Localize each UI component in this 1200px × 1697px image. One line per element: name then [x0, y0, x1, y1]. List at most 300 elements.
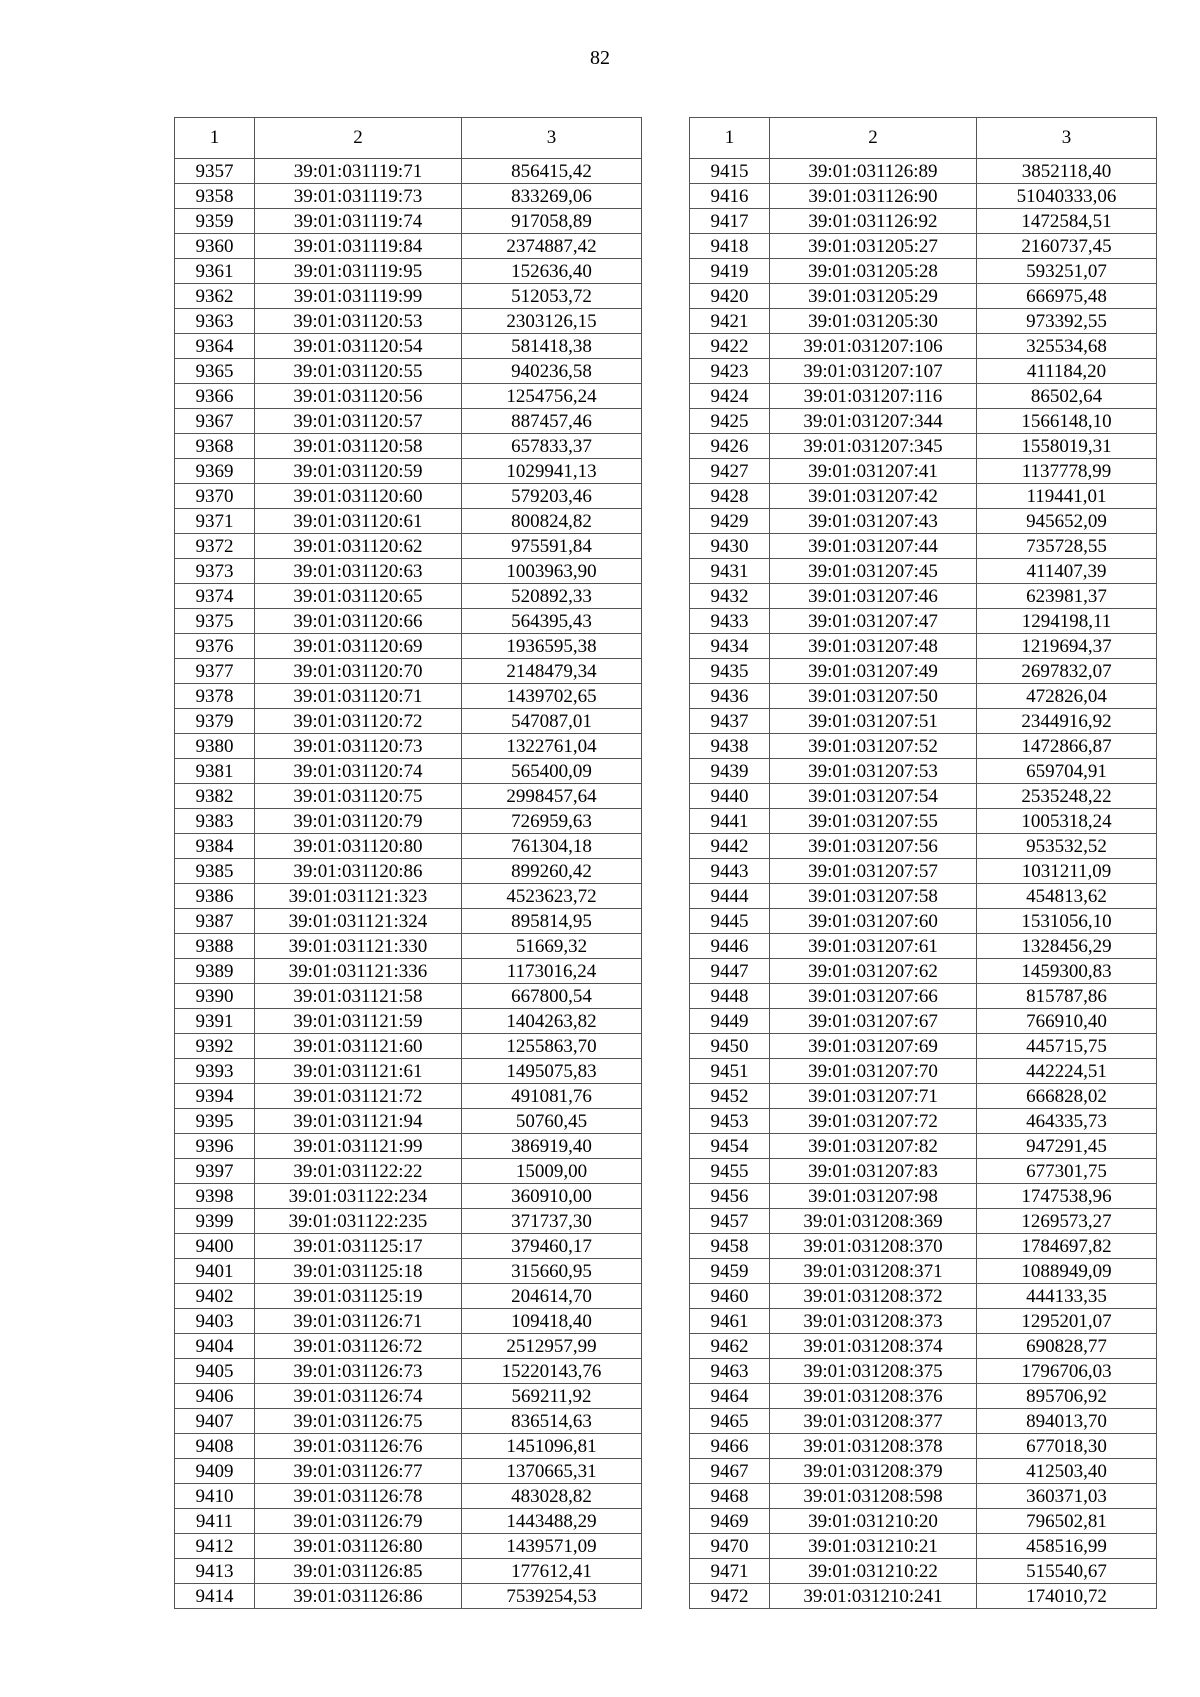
right-table-body: [690, 159, 1157, 1609]
row-number-cell: 9470: [690, 1534, 770, 1559]
row-number-cell: 9423: [690, 359, 770, 384]
value-cell: 666975,48: [977, 284, 1157, 309]
value-cell: 371737,30: [462, 1209, 642, 1234]
cadastral-number-cell: 39:01:031126:74: [255, 1384, 462, 1409]
cadastral-number-cell: 39:01:031207:48: [770, 634, 977, 659]
table-row: [175, 1409, 642, 1434]
value-cell: 565400,09: [462, 759, 642, 784]
row-number-cell: 9468: [690, 1484, 770, 1509]
table-row: [175, 409, 642, 434]
table-row: [690, 809, 1157, 834]
cadastral-number-cell: 39:01:031121:94: [255, 1109, 462, 1134]
table-row: [690, 1034, 1157, 1059]
cadastral-number-cell: 39:01:031121:336: [255, 959, 462, 984]
cadastral-number-cell: 39:01:031207:42: [770, 484, 977, 509]
cadastral-number-cell: 39:01:031120:70: [255, 659, 462, 684]
row-number-cell: 9460: [690, 1284, 770, 1309]
cadastral-number-cell: 39:01:031207:60: [770, 909, 977, 934]
cadastral-number-cell: 39:01:031120:79: [255, 809, 462, 834]
row-number-cell: 9390: [175, 984, 255, 1009]
cadastral-number-cell: 39:01:031120:65: [255, 584, 462, 609]
table-row: [175, 1059, 642, 1084]
value-cell: 472826,04: [977, 684, 1157, 709]
row-number-cell: 9366: [175, 384, 255, 409]
table-row: [175, 1534, 642, 1559]
row-number-cell: 9359: [175, 209, 255, 234]
row-number-cell: 9364: [175, 334, 255, 359]
table-row: [175, 884, 642, 909]
right-table: [689, 117, 1157, 1609]
value-cell: 2998457,64: [462, 784, 642, 809]
row-number-cell: 9381: [175, 759, 255, 784]
cadastral-number-cell: 39:01:031120:62: [255, 534, 462, 559]
value-cell: 623981,37: [977, 584, 1157, 609]
value-cell: 15220143,76: [462, 1359, 642, 1384]
cadastral-number-cell: 39:01:031208:378: [770, 1434, 977, 1459]
table-row: [175, 1084, 642, 1109]
cadastral-number-cell: 39:01:031126:89: [770, 159, 977, 184]
cadastral-number-cell: 39:01:031207:52: [770, 734, 977, 759]
row-number-cell: 9371: [175, 509, 255, 534]
value-cell: 1784697,82: [977, 1234, 1157, 1259]
table-row: [175, 309, 642, 334]
value-cell: 1747538,96: [977, 1184, 1157, 1209]
value-cell: 593251,07: [977, 259, 1157, 284]
table-row: [175, 1584, 642, 1609]
table-row: [175, 684, 642, 709]
cadastral-number-cell: 39:01:031121:324: [255, 909, 462, 934]
value-cell: 1295201,07: [977, 1309, 1157, 1334]
cadastral-number-cell: 39:01:031207:69: [770, 1034, 977, 1059]
cadastral-number-cell: 39:01:031120:53: [255, 309, 462, 334]
row-number-cell: 9458: [690, 1234, 770, 1259]
cadastral-number-cell: 39:01:031208:372: [770, 1284, 977, 1309]
table-row: [690, 1584, 1157, 1609]
value-cell: 564395,43: [462, 609, 642, 634]
table-row: [690, 659, 1157, 684]
table-row: [175, 434, 642, 459]
cadastral-number-cell: 39:01:031125:18: [255, 1259, 462, 1284]
cadastral-number-cell: 39:01:031126:71: [255, 1309, 462, 1334]
value-cell: 1029941,13: [462, 459, 642, 484]
cadastral-number-cell: 39:01:031207:61: [770, 934, 977, 959]
table-row: [690, 409, 1157, 434]
row-number-cell: 9400: [175, 1234, 255, 1259]
row-number-cell: 9403: [175, 1309, 255, 1334]
table-row: [690, 584, 1157, 609]
value-cell: 899260,42: [462, 859, 642, 884]
table-row: [175, 809, 642, 834]
row-number-cell: 9360: [175, 234, 255, 259]
table-row: [690, 459, 1157, 484]
row-number-cell: 9425: [690, 409, 770, 434]
cadastral-number-cell: 39:01:031126:78: [255, 1484, 462, 1509]
cadastral-number-cell: 39:01:031121:58: [255, 984, 462, 1009]
cadastral-number-cell: 39:01:031207:55: [770, 809, 977, 834]
row-number-cell: 9408: [175, 1434, 255, 1459]
table-row: [175, 209, 642, 234]
row-number-cell: 9445: [690, 909, 770, 934]
cadastral-number-cell: 39:01:031207:106: [770, 334, 977, 359]
row-number-cell: 9430: [690, 534, 770, 559]
table-row: [690, 734, 1157, 759]
row-number-cell: 9375: [175, 609, 255, 634]
cadastral-number-cell: 39:01:031125:19: [255, 1284, 462, 1309]
cadastral-number-cell: 39:01:031207:43: [770, 509, 977, 534]
row-number-cell: 9386: [175, 884, 255, 909]
row-number-cell: 9406: [175, 1384, 255, 1409]
cadastral-number-cell: 39:01:031208:371: [770, 1259, 977, 1284]
row-number-cell: 9447: [690, 959, 770, 984]
cadastral-number-cell: 39:01:031119:73: [255, 184, 462, 209]
value-cell: 947291,45: [977, 1134, 1157, 1159]
value-cell: 109418,40: [462, 1309, 642, 1334]
table-row: [690, 484, 1157, 509]
table-row: [690, 1384, 1157, 1409]
row-number-cell: 9419: [690, 259, 770, 284]
table-row: [175, 859, 642, 884]
table-row: [175, 1484, 642, 1509]
table-row: [690, 1184, 1157, 1209]
row-number-cell: 9389: [175, 959, 255, 984]
table-row: [175, 234, 642, 259]
cadastral-number-cell: 39:01:031122:234: [255, 1184, 462, 1209]
cadastral-number-cell: 39:01:031126:90: [770, 184, 977, 209]
value-cell: 2303126,15: [462, 309, 642, 334]
cadastral-number-cell: 39:01:031126:86: [255, 1584, 462, 1609]
cadastral-number-cell: 39:01:031207:345: [770, 434, 977, 459]
cadastral-number-cell: 39:01:031207:107: [770, 359, 977, 384]
row-number-cell: 9431: [690, 559, 770, 584]
table-row: [175, 1434, 642, 1459]
table-row: [690, 434, 1157, 459]
row-number-cell: 9374: [175, 584, 255, 609]
value-cell: 1566148,10: [977, 409, 1157, 434]
value-cell: 1451096,81: [462, 1434, 642, 1459]
value-cell: 657833,37: [462, 434, 642, 459]
table-row: [690, 259, 1157, 284]
table-row: [175, 1459, 642, 1484]
row-number-cell: 9361: [175, 259, 255, 284]
row-number-cell: 9412: [175, 1534, 255, 1559]
cadastral-number-cell: 39:01:031207:44: [770, 534, 977, 559]
table-row: [690, 234, 1157, 259]
table-row: [690, 1134, 1157, 1159]
cadastral-number-cell: 39:01:031120:71: [255, 684, 462, 709]
value-cell: 51669,32: [462, 934, 642, 959]
table-row: [175, 784, 642, 809]
row-number-cell: 9448: [690, 984, 770, 1009]
cadastral-number-cell: 39:01:031126:77: [255, 1459, 462, 1484]
value-cell: 515540,67: [977, 1559, 1157, 1584]
table-row: [175, 1109, 642, 1134]
cadastral-number-cell: 39:01:031208:369: [770, 1209, 977, 1234]
table-row: [690, 634, 1157, 659]
value-cell: 411184,20: [977, 359, 1157, 384]
table-row: [690, 309, 1157, 334]
row-number-cell: 9367: [175, 409, 255, 434]
value-cell: 581418,38: [462, 334, 642, 359]
page-number: 82: [590, 47, 610, 69]
row-number-cell: 9362: [175, 284, 255, 309]
value-cell: 50760,45: [462, 1109, 642, 1134]
cadastral-number-cell: 39:01:031120:60: [255, 484, 462, 509]
row-number-cell: 9411: [175, 1509, 255, 1534]
row-number-cell: 9378: [175, 684, 255, 709]
row-number-cell: 9384: [175, 834, 255, 859]
table-row: [175, 634, 642, 659]
value-cell: 444133,35: [977, 1284, 1157, 1309]
cadastral-number-cell: 39:01:031122:235: [255, 1209, 462, 1234]
cadastral-number-cell: 39:01:031122:22: [255, 1159, 462, 1184]
cadastral-number-cell: 39:01:031119:71: [255, 159, 462, 184]
value-cell: 360910,00: [462, 1184, 642, 1209]
cadastral-number-cell: 39:01:031120:72: [255, 709, 462, 734]
table-row: [175, 1234, 642, 1259]
value-cell: 856415,42: [462, 159, 642, 184]
cadastral-number-cell: 39:01:031207:56: [770, 834, 977, 859]
row-number-cell: 9439: [690, 759, 770, 784]
value-cell: 512053,72: [462, 284, 642, 309]
value-cell: 2344916,92: [977, 709, 1157, 734]
row-number-cell: 9453: [690, 1109, 770, 1134]
row-number-cell: 9413: [175, 1559, 255, 1584]
row-number-cell: 9365: [175, 359, 255, 384]
row-number-cell: 9418: [690, 234, 770, 259]
value-cell: 325534,68: [977, 334, 1157, 359]
table-row: [175, 1559, 642, 1584]
value-cell: 1404263,82: [462, 1009, 642, 1034]
value-cell: 2697832,07: [977, 659, 1157, 684]
row-number-cell: 9369: [175, 459, 255, 484]
column-header-3: 3: [977, 118, 1157, 159]
cadastral-number-cell: 39:01:031205:28: [770, 259, 977, 284]
cadastral-number-cell: 39:01:031126:92: [770, 209, 977, 234]
column-header-1: 1: [690, 118, 770, 159]
row-number-cell: 9466: [690, 1434, 770, 1459]
column-header-1: 1: [175, 118, 255, 159]
cadastral-number-cell: 39:01:031121:323: [255, 884, 462, 909]
row-number-cell: 9407: [175, 1409, 255, 1434]
row-number-cell: 9444: [690, 884, 770, 909]
table-row: [175, 1509, 642, 1534]
row-number-cell: 9394: [175, 1084, 255, 1109]
table-row: [690, 1234, 1157, 1259]
row-number-cell: 9426: [690, 434, 770, 459]
cadastral-number-cell: 39:01:031126:80: [255, 1534, 462, 1559]
cadastral-number-cell: 39:01:031208:375: [770, 1359, 977, 1384]
cadastral-number-cell: 39:01:031208:373: [770, 1309, 977, 1334]
row-number-cell: 9420: [690, 284, 770, 309]
header-row: [175, 118, 642, 159]
row-number-cell: 9393: [175, 1059, 255, 1084]
value-cell: 666828,02: [977, 1084, 1157, 1109]
table-row: [175, 359, 642, 384]
cadastral-number-cell: 39:01:031120:86: [255, 859, 462, 884]
value-cell: 1936595,38: [462, 634, 642, 659]
row-number-cell: 9382: [175, 784, 255, 809]
cadastral-number-cell: 39:01:031120:58: [255, 434, 462, 459]
table-row: [690, 1059, 1157, 1084]
table-row: [175, 1159, 642, 1184]
row-number-cell: 9422: [690, 334, 770, 359]
cadastral-number-cell: 39:01:031207:50: [770, 684, 977, 709]
left-table-header: [175, 118, 642, 159]
left-table-body: [175, 159, 642, 1609]
cadastral-number-cell: 39:01:031119:74: [255, 209, 462, 234]
table-row: [690, 784, 1157, 809]
cadastral-number-cell: 39:01:031207:98: [770, 1184, 977, 1209]
table-row: [175, 734, 642, 759]
row-number-cell: 9455: [690, 1159, 770, 1184]
cadastral-number-cell: 39:01:031207:62: [770, 959, 977, 984]
row-number-cell: 9441: [690, 809, 770, 834]
row-number-cell: 9396: [175, 1134, 255, 1159]
table-row: [690, 1159, 1157, 1184]
table-row: [690, 359, 1157, 384]
table-row: [175, 1134, 642, 1159]
row-number-cell: 9410: [175, 1484, 255, 1509]
cadastral-number-cell: 39:01:031207:344: [770, 409, 977, 434]
table-row: [175, 934, 642, 959]
value-cell: 917058,89: [462, 209, 642, 234]
cadastral-number-cell: 39:01:031207:72: [770, 1109, 977, 1134]
cadastral-number-cell: 39:01:031120:56: [255, 384, 462, 409]
row-number-cell: 9357: [175, 159, 255, 184]
value-cell: 953532,52: [977, 834, 1157, 859]
cadastral-number-cell: 39:01:031205:29: [770, 284, 977, 309]
cadastral-number-cell: 39:01:031208:598: [770, 1484, 977, 1509]
cadastral-number-cell: 39:01:031210:22: [770, 1559, 977, 1584]
value-cell: 2535248,22: [977, 784, 1157, 809]
table-row: [690, 984, 1157, 1009]
table-row: [175, 484, 642, 509]
table-row: [175, 384, 642, 409]
table-row: [175, 1309, 642, 1334]
cadastral-number-cell: 39:01:031120:55: [255, 359, 462, 384]
value-cell: 735728,55: [977, 534, 1157, 559]
table-row: [175, 1359, 642, 1384]
cadastral-number-cell: 39:01:031208:376: [770, 1384, 977, 1409]
row-number-cell: 9454: [690, 1134, 770, 1159]
cadastral-number-cell: 39:01:031207:51: [770, 709, 977, 734]
cadastral-number-cell: 39:01:031120:63: [255, 559, 462, 584]
value-cell: 177612,41: [462, 1559, 642, 1584]
cadastral-number-cell: 39:01:031121:59: [255, 1009, 462, 1034]
row-number-cell: 9456: [690, 1184, 770, 1209]
row-number-cell: 9462: [690, 1334, 770, 1359]
value-cell: 887457,46: [462, 409, 642, 434]
value-cell: 677301,75: [977, 1159, 1157, 1184]
value-cell: 520892,33: [462, 584, 642, 609]
table-row: [175, 1184, 642, 1209]
right-table-header: [690, 118, 1157, 159]
table-row: [690, 1084, 1157, 1109]
header-row: [690, 118, 1157, 159]
row-number-cell: 9467: [690, 1459, 770, 1484]
table-row: [690, 884, 1157, 909]
value-cell: 796502,81: [977, 1509, 1157, 1534]
row-number-cell: 9429: [690, 509, 770, 534]
row-number-cell: 9368: [175, 434, 255, 459]
row-number-cell: 9363: [175, 309, 255, 334]
cadastral-number-cell: 39:01:031120:74: [255, 759, 462, 784]
value-cell: 1219694,37: [977, 634, 1157, 659]
table-row: [175, 1009, 642, 1034]
value-cell: 483028,82: [462, 1484, 642, 1509]
cadastral-number-cell: 39:01:031125:17: [255, 1234, 462, 1259]
row-number-cell: 9376: [175, 634, 255, 659]
table-row: [690, 1284, 1157, 1309]
table-row: [690, 1459, 1157, 1484]
table-row: [690, 1559, 1157, 1584]
cadastral-number-cell: 39:01:031126:72: [255, 1334, 462, 1359]
value-cell: 1472584,51: [977, 209, 1157, 234]
table-row: [175, 759, 642, 784]
table-row: [690, 959, 1157, 984]
table-row: [690, 1209, 1157, 1234]
row-number-cell: 9469: [690, 1509, 770, 1534]
table-row: [175, 159, 642, 184]
row-number-cell: 9446: [690, 934, 770, 959]
value-cell: 1328456,29: [977, 934, 1157, 959]
row-number-cell: 9379: [175, 709, 255, 734]
row-number-cell: 9451: [690, 1059, 770, 1084]
row-number-cell: 9464: [690, 1384, 770, 1409]
value-cell: 569211,92: [462, 1384, 642, 1409]
table-row: [690, 909, 1157, 934]
row-number-cell: 9388: [175, 934, 255, 959]
value-cell: 1370665,31: [462, 1459, 642, 1484]
table-row: [175, 584, 642, 609]
value-cell: 458516,99: [977, 1534, 1157, 1559]
cadastral-number-cell: 39:01:031207:116: [770, 384, 977, 409]
row-number-cell: 9372: [175, 534, 255, 559]
table-row: [175, 709, 642, 734]
value-cell: 579203,46: [462, 484, 642, 509]
value-cell: 51040333,06: [977, 184, 1157, 209]
table-row: [175, 284, 642, 309]
value-cell: 895814,95: [462, 909, 642, 934]
row-number-cell: 9416: [690, 184, 770, 209]
table-row: [175, 609, 642, 634]
cadastral-number-cell: 39:01:031208:374: [770, 1334, 977, 1359]
table-row: [175, 834, 642, 859]
value-cell: 1439571,09: [462, 1534, 642, 1559]
value-cell: 2148479,34: [462, 659, 642, 684]
cadastral-number-cell: 39:01:031208:370: [770, 1234, 977, 1259]
table-row: [175, 259, 642, 284]
value-cell: 1443488,29: [462, 1509, 642, 1534]
row-number-cell: 9377: [175, 659, 255, 684]
row-number-cell: 9428: [690, 484, 770, 509]
row-number-cell: 9435: [690, 659, 770, 684]
value-cell: 1254756,24: [462, 384, 642, 409]
table-row: [690, 1259, 1157, 1284]
cadastral-number-cell: 39:01:031119:99: [255, 284, 462, 309]
row-number-cell: 9421: [690, 309, 770, 334]
value-cell: 2512957,99: [462, 1334, 642, 1359]
table-row: [175, 659, 642, 684]
value-cell: 412503,40: [977, 1459, 1157, 1484]
row-number-cell: 9385: [175, 859, 255, 884]
table-row: [175, 334, 642, 359]
row-number-cell: 9392: [175, 1034, 255, 1059]
row-number-cell: 9424: [690, 384, 770, 409]
value-cell: 1459300,83: [977, 959, 1157, 984]
table-row: [175, 1384, 642, 1409]
table-row: [690, 1309, 1157, 1334]
